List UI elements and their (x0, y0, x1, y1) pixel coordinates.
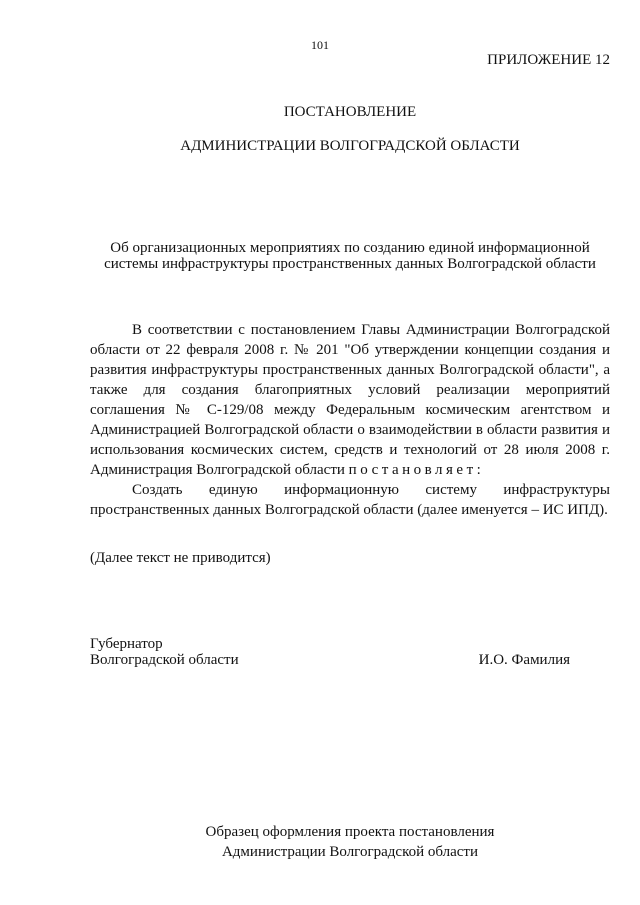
decree-word: постановляет: (348, 462, 485, 478)
issuing-authority-heading: АДМИНИСТРАЦИИ ВОЛГОГРАДСКОЙ ОБЛАСТИ (180, 138, 520, 154)
subject-line-1: Об организационных мероприятиях по созданию единой информационной (110, 240, 590, 256)
signer-position-line-1: Губернатор (90, 636, 163, 652)
document-body (90, 320, 610, 520)
body-paragraph-2: Создать единую информационную систему инфраструктуры пространственных данных Волгоградской области (далее именуется – ИС ИПД). (90, 482, 610, 518)
subject-line-2: системы инфраструктуры пространственных данных Волгоградской области (104, 256, 596, 272)
signer-name: И.О. Фамилия (478, 652, 570, 668)
document-subject (88, 240, 612, 272)
signer-position (90, 636, 239, 668)
footer-line-2: Администрации Волгоградской области (221, 844, 479, 860)
page-number: 101 (311, 38, 329, 52)
footer-caption (0, 822, 640, 862)
signer-position-line-2: Волгоградской области (90, 652, 239, 668)
document-type-heading: ПОСТАНОВЛЕНИЕ (283, 104, 417, 120)
body-paragraph-1 (90, 320, 610, 480)
body-paragraph-1-text: В соответствии с постановлением Главы Администрации Волгоградской области от 22 февраля 2008 г. № 201 "Об утверждении концепции создания и развития инфраструктуры пространственных данных Волгоградской области", а также для создания благоприятных условий реализации мероприятий соглашения № С-129/08 между Федеральным космическим агентством и Администрацией Волгоградской области о взаимодействии в области развития и использования космических систем, средств и технологий от 28 июля 2008 г. Администрация Волгоградской области (90, 322, 610, 478)
appendix-label: ПРИЛОЖЕНИЕ 12 (487, 52, 610, 68)
omission-note: (Далее текст не приводится) (90, 550, 271, 566)
footer-line-1: Образец оформления проекта постановления (205, 824, 495, 840)
